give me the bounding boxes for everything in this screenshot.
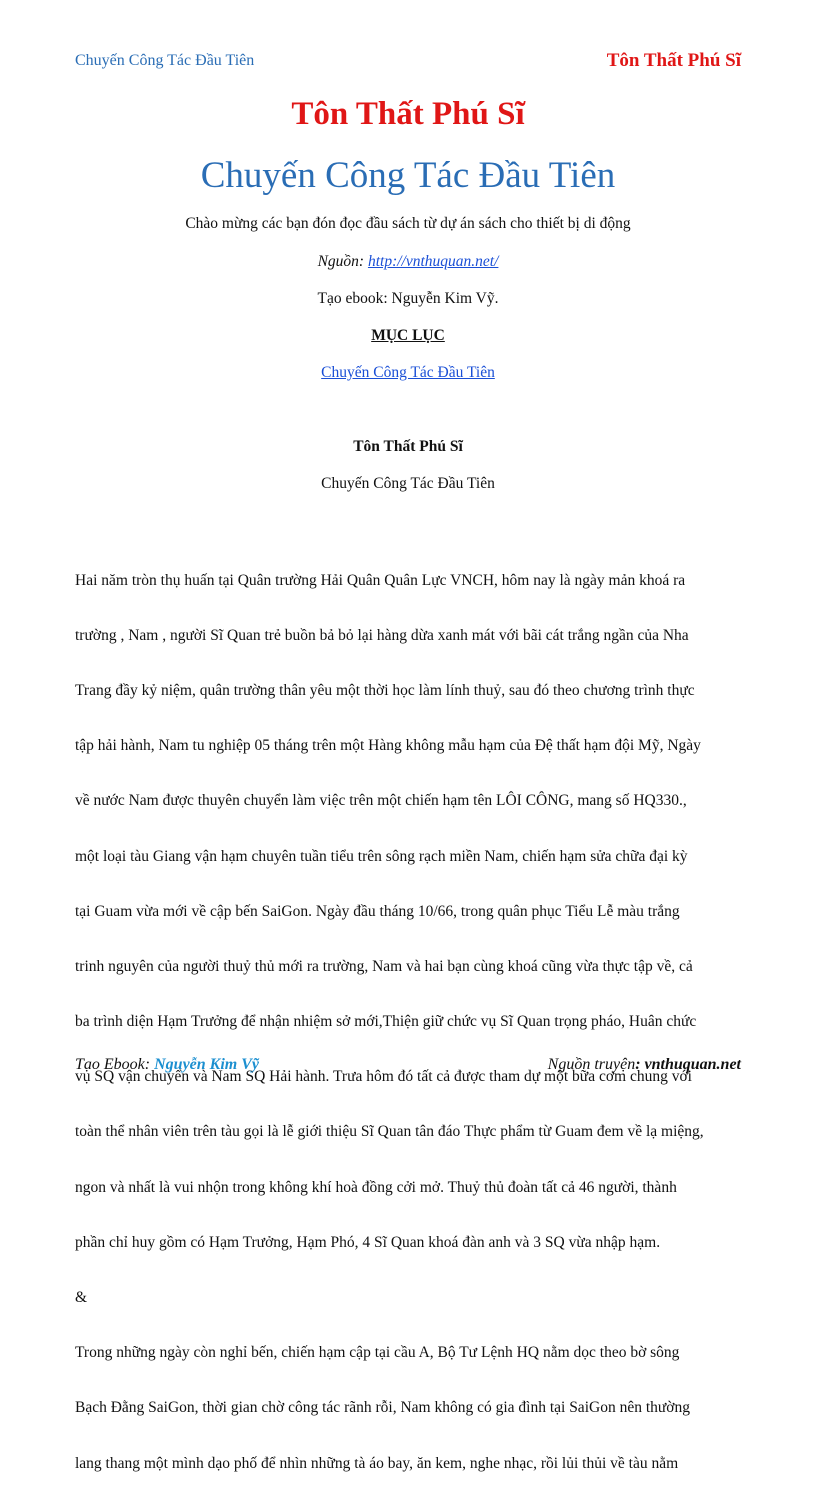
toc-list [0,364,816,382]
body-line: vụ SQ vận chuyển và Nam SQ Hải hành. Trưa hôm đó tất cả được tham dự một bữa cơm chung với [75,1068,692,1086]
body-line: ngon và nhất là vui nhộn trong không khí hoà đồng cởi mở. Thuỷ thủ đoàn tất cả 46 người, thành [75,1178,677,1196]
welcome-text: Chào mừng các bạn đón đọc đầu sách từ dự án sách cho thiết bị di động [185,215,631,232]
book-title: Chuyến Công Tác Đầu Tiên [200,155,616,196]
body-line: lang thang một mình dạo phố để nhìn những tà áo bay, ăn kem, nghe nhạc, rồi lủi thủi về tàu nằm [75,1454,679,1472]
body-line: Hai năm tròn thụ huấn tại Quân trường Hải Quân Quân Lực VNCH, hôm nay là ngày mản khoá ra [75,571,686,589]
body-line: trường , Nam , người Sĩ Quan trẻ buồn bả bỏ lại hàng dừa xanh mát với bãi cát trắng ngần của Nha [75,626,689,644]
footer-ebook-label: Tạo Ebook [75,1056,145,1073]
body-line: toàn thể nhân viên trên tàu gọi là lễ giới thiệu Sĩ Quan tân đáo Thực phẩm từ Guam đem về lạ miệng, [75,1123,704,1141]
section-title: Chuyến Công Tác Đầu Tiên [321,475,495,492]
body-line: ba trình diện Hạm Trưởng để nhận nhiệm sở mới,Thiện giữ chức vụ Sĩ Quan trọng pháo, Huân chức [75,1013,697,1031]
body-line: trinh nguyên của người thuỷ thủ mới ra trường, Nam và hai bạn cùng khoá cũng vừa thực tập về, cả [75,957,693,975]
body-line: & [75,1289,88,1307]
body-line: một loại tàu Giang vận hạm chuyên tuần tiểu trên sông rạch miền Nam, chiến hạm sửa chữa đại kỳ [75,847,688,865]
footer-ebook-name: Nguyễn Kim Vỹ [154,1056,259,1073]
body-line: tại Guam vừa mới về cập bến SaiGon. Ngày đầu tháng 10/66, trong quân phục Tiểu Lễ màu trắng [75,902,680,920]
footer-ebook-sep: : [144,1056,155,1073]
running-header-author: Tôn Thất Phú Sĩ [606,50,741,71]
footer-source-sep: : [635,1056,645,1073]
footer-source-site: vnthuquan.net [644,1056,741,1073]
footer-source [548,1056,741,1074]
toc-heading: MỤC LỤC [371,327,445,344]
source-line [0,253,816,271]
footer-source-label: Nguồn truyện [547,1056,636,1073]
body-line: về nước Nam được thuyên chuyển làm việc trên một chiến hạm tên LÔI CÔNG, mang số HQ330., [75,792,687,810]
source-link[interactable]: http://vnthuquan.net/ [367,253,499,270]
running-header-book-title: Chuyến Công Tác Đầu Tiên [75,52,255,69]
footer-ebook-credit [75,1056,259,1074]
body-line: Trang đầy kỷ niệm, quân trường thân yêu một thời học làm lính thuỷ, sau đó theo chương trình thực [75,681,695,699]
body-line: Bạch Đằng SaiGon, thời gian chờ công tác rãnh rỗi, Nam không có gia đình tại SaiGon nên thường [75,1399,690,1417]
author-title: Tôn Thất Phú Sĩ [291,96,525,132]
section-author: Tôn Thất Phú Sĩ [353,438,463,455]
body-text [75,539,745,1505]
toc-item-link[interactable]: Chuyến Công Tác Đầu Tiên [321,364,495,381]
source-label: Nguồn: [317,253,368,270]
body-line: Trong những ngày còn nghỉ bến, chiến hạm cập tại cầu A, Bộ Tư Lệnh HQ nằm dọc theo bờ sông [75,1344,680,1362]
body-line: tập hải hành, Nam tu nghiệp 05 tháng trên một Hàng không mẫu hạm của Đệ thất hạm đội Mỹ, Ngày [75,737,701,755]
body-line: phần chỉ huy gồm có Hạm Trưởng, Hạm Phó, 4 Sĩ Quan khoá đàn anh và 3 SQ vừa nhập hạm. [75,1233,661,1251]
ebook-credit: Tạo ebook: Nguyễn Kim Vỹ. [317,290,499,307]
